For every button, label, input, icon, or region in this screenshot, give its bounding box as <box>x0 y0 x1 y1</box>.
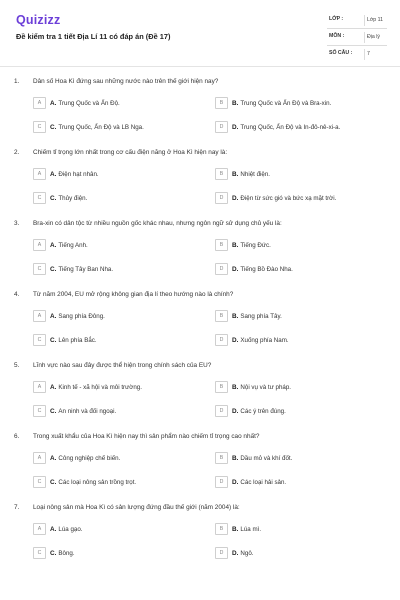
question-item <box>0 220 400 291</box>
answer-option-a[interactable] <box>33 167 99 181</box>
option-letter-box: A <box>33 523 46 535</box>
answer-option-c[interactable] <box>33 475 136 489</box>
option-text: Lúa mì. <box>240 525 262 533</box>
option-letter: D. <box>232 549 239 557</box>
answer-option-a[interactable] <box>33 380 142 394</box>
answer-option-b[interactable] <box>215 309 282 323</box>
option-text: Sang phía Tây. <box>240 312 282 320</box>
option-letter: A. <box>50 312 57 320</box>
option-text: Tiếng Bồ Đào Nha. <box>240 265 293 273</box>
question-item <box>0 149 400 220</box>
answer-option-a[interactable] <box>33 309 105 323</box>
option-letter-box: A <box>33 97 46 109</box>
option-text: Các ý trên đúng. <box>240 407 286 415</box>
question-item <box>0 78 400 149</box>
option-text: Trung Quốc, Ấn Độ và In-đô-nê-xi-a. <box>240 123 341 131</box>
option-letter-box: B <box>215 381 228 393</box>
option-text: Nhiệt điện. <box>240 170 270 178</box>
question-number: 2. <box>14 149 20 156</box>
meta-value-subject: Địa lý <box>364 32 387 43</box>
option-letter: C. <box>50 407 57 415</box>
meta-label-subject: MÔN : <box>329 33 345 39</box>
worksheet-meta <box>327 12 387 63</box>
question-number: 5. <box>14 362 20 369</box>
option-letter: A. <box>50 241 57 249</box>
option-letter: C. <box>50 336 57 344</box>
option-letter: B. <box>232 312 239 320</box>
option-text: Điện hạt nhân. <box>58 170 99 178</box>
option-text: Bông. <box>58 549 75 557</box>
option-letter: B. <box>232 383 239 391</box>
option-text: Trung Quốc và Ấn Độ và Bra-xin. <box>240 99 332 107</box>
question-list <box>0 78 400 575</box>
option-letter: D. <box>232 336 239 344</box>
option-letter-box: B <box>215 452 228 464</box>
question-item <box>0 433 400 504</box>
option-letter-box: B <box>215 310 228 322</box>
option-text: Lúa gạo. <box>58 525 83 533</box>
option-text: Sang phía Đông. <box>58 312 105 320</box>
option-letter: D. <box>232 123 239 131</box>
question-item <box>0 291 400 362</box>
option-letter-box: D <box>215 334 228 346</box>
answer-option-c[interactable] <box>33 333 97 347</box>
option-letter: D. <box>232 407 239 415</box>
question-number: 1. <box>14 78 20 85</box>
question-number: 7. <box>14 504 20 511</box>
answer-option-c[interactable] <box>33 262 113 276</box>
question-number: 6. <box>14 433 20 440</box>
answer-option-a[interactable] <box>33 451 120 465</box>
option-text: Trung Quốc và Ấn Độ. <box>58 99 120 107</box>
option-letter: C. <box>50 194 57 202</box>
option-letter-box: D <box>215 405 228 417</box>
option-text: Công nghiệp chế biến. <box>58 454 121 462</box>
header-divider <box>0 66 400 67</box>
answer-option-b[interactable] <box>215 238 271 252</box>
option-letter-box: B <box>215 168 228 180</box>
answer-option-b[interactable] <box>215 96 331 110</box>
option-letter: D. <box>232 194 239 202</box>
answer-option-d[interactable] <box>215 120 340 134</box>
question-text: Bra-xin có dân tộc từ nhiều nguồn gốc khác nhau, nhưng ngôn ngữ sử dụng chủ yếu là: <box>33 220 282 227</box>
option-letter-box: D <box>215 192 228 204</box>
answer-option-b[interactable] <box>215 451 292 465</box>
option-letter: B. <box>232 170 239 178</box>
worksheet-header <box>0 0 400 66</box>
option-text: Dầu mỏ và khí đốt. <box>240 454 293 462</box>
answer-option-c[interactable] <box>33 546 75 560</box>
option-letter-box: C <box>33 405 46 417</box>
option-text: Kinh tế - xã hội và môi trường. <box>58 383 142 391</box>
option-text: Tiếng Anh. <box>58 241 88 249</box>
option-letter: B. <box>232 99 239 107</box>
meta-row-subject <box>327 29 387 46</box>
option-text: Thủy điện. <box>58 194 88 202</box>
option-letter: B. <box>232 241 239 249</box>
option-letter-box: A <box>33 168 46 180</box>
option-letter: A. <box>50 383 57 391</box>
answer-option-a[interactable] <box>33 522 83 536</box>
option-letter-box: C <box>33 334 46 346</box>
answer-option-d[interactable] <box>215 191 336 205</box>
option-text: Các loại hải sản. <box>240 478 287 486</box>
option-letter-box: A <box>33 310 46 322</box>
option-text: Xuống phía Nam. <box>240 336 289 344</box>
option-text: Các loại nông sản trồng trọt. <box>58 478 137 486</box>
option-letter: C. <box>50 549 57 557</box>
option-letter-box: C <box>33 263 46 275</box>
meta-row-class <box>327 12 387 29</box>
option-text: Tiếng Đức. <box>240 241 271 249</box>
meta-row-question-count <box>327 46 387 63</box>
option-letter: C. <box>50 123 57 131</box>
answer-option-d[interactable] <box>215 546 253 560</box>
option-letter-box: C <box>33 121 46 133</box>
option-letter: B. <box>232 525 239 533</box>
answer-option-b[interactable] <box>215 380 291 394</box>
option-letter: C. <box>50 265 57 273</box>
option-letter: D. <box>232 265 239 273</box>
question-text: Từ năm 2004, EU mở rộng không gian địa lí theo hướng nào là chính? <box>33 291 234 298</box>
option-letter-box: A <box>33 452 46 464</box>
option-letter-box: D <box>215 121 228 133</box>
answer-option-b[interactable] <box>215 522 261 536</box>
option-text: Ngô. <box>240 549 254 557</box>
option-letter-box: B <box>215 239 228 251</box>
meta-value-question-count: 7 <box>364 49 387 60</box>
question-text: Lĩnh vực nào sau đây được thể hiện trong chính sách của EU? <box>33 362 212 369</box>
answer-option-b[interactable] <box>215 167 270 181</box>
option-text: Lên phía Bắc. <box>58 336 97 344</box>
answer-option-d[interactable] <box>215 262 293 276</box>
option-letter-box: B <box>215 523 228 535</box>
option-letter-box: C <box>33 192 46 204</box>
option-letter: C. <box>50 478 57 486</box>
question-text: Chiếm tỉ trọng lớn nhất trong cơ cấu điện năng ở Hoa Kì hiện nay là: <box>33 149 228 156</box>
answer-option-a[interactable] <box>33 238 88 252</box>
option-letter-box: C <box>33 547 46 559</box>
option-text: Tiếng Tây Ban Nha. <box>58 265 114 273</box>
answer-option-d[interactable] <box>215 475 286 489</box>
question-text: Dân số Hoa Kì đứng sau những nước nào trên thế giới hiện nay? <box>33 78 219 85</box>
answer-option-d[interactable] <box>215 333 289 347</box>
meta-label-class: LỚP : <box>329 16 344 22</box>
question-item <box>0 362 400 433</box>
question-number: 4. <box>14 291 20 298</box>
option-text: Điện từ sức gió và bức xạ mặt trời. <box>240 194 337 202</box>
option-letter-box: A <box>33 381 46 393</box>
option-letter-box: A <box>33 239 46 251</box>
option-letter-box: C <box>33 476 46 488</box>
question-item <box>0 504 400 575</box>
answer-option-c[interactable] <box>33 191 87 205</box>
worksheet-title: Đề kiểm tra 1 tiết Địa Lí 11 có đáp án (Đề 17) <box>16 32 171 41</box>
option-letter: A. <box>50 170 57 178</box>
option-letter: A. <box>50 454 57 462</box>
question-text: Trong xuất khẩu của Hoa Kì hiện nay thì sản phẩm nào chiếm tỉ trọng cao nhất? <box>33 433 260 440</box>
option-text: Nội vụ và tư pháp. <box>240 383 291 391</box>
answer-option-d[interactable] <box>215 404 286 418</box>
option-letter: A. <box>50 525 57 533</box>
option-letter-box: D <box>215 547 228 559</box>
answer-option-c[interactable] <box>33 404 116 418</box>
option-letter: A. <box>50 99 57 107</box>
option-letter: D. <box>232 478 239 486</box>
quizizz-logo: Quizizz <box>16 13 61 27</box>
option-letter-box: D <box>215 476 228 488</box>
option-text: Trung Quốc, Ấn Độ và LB Nga. <box>58 123 144 131</box>
option-letter-box: D <box>215 263 228 275</box>
option-letter: B. <box>232 454 239 462</box>
option-text: An ninh và đối ngoại. <box>58 407 117 415</box>
question-text: Loại nông sản mà Hoa Kì có sản lượng đứng đầu thế giới (năm 2004) là: <box>33 504 240 511</box>
question-number: 3. <box>14 220 20 227</box>
answer-option-c[interactable] <box>33 120 144 134</box>
option-letter-box: B <box>215 97 228 109</box>
answer-option-a[interactable] <box>33 96 120 110</box>
meta-label-question-count: SỐ CÂU : <box>329 50 353 56</box>
meta-value-class: Lớp 11 <box>364 15 387 26</box>
